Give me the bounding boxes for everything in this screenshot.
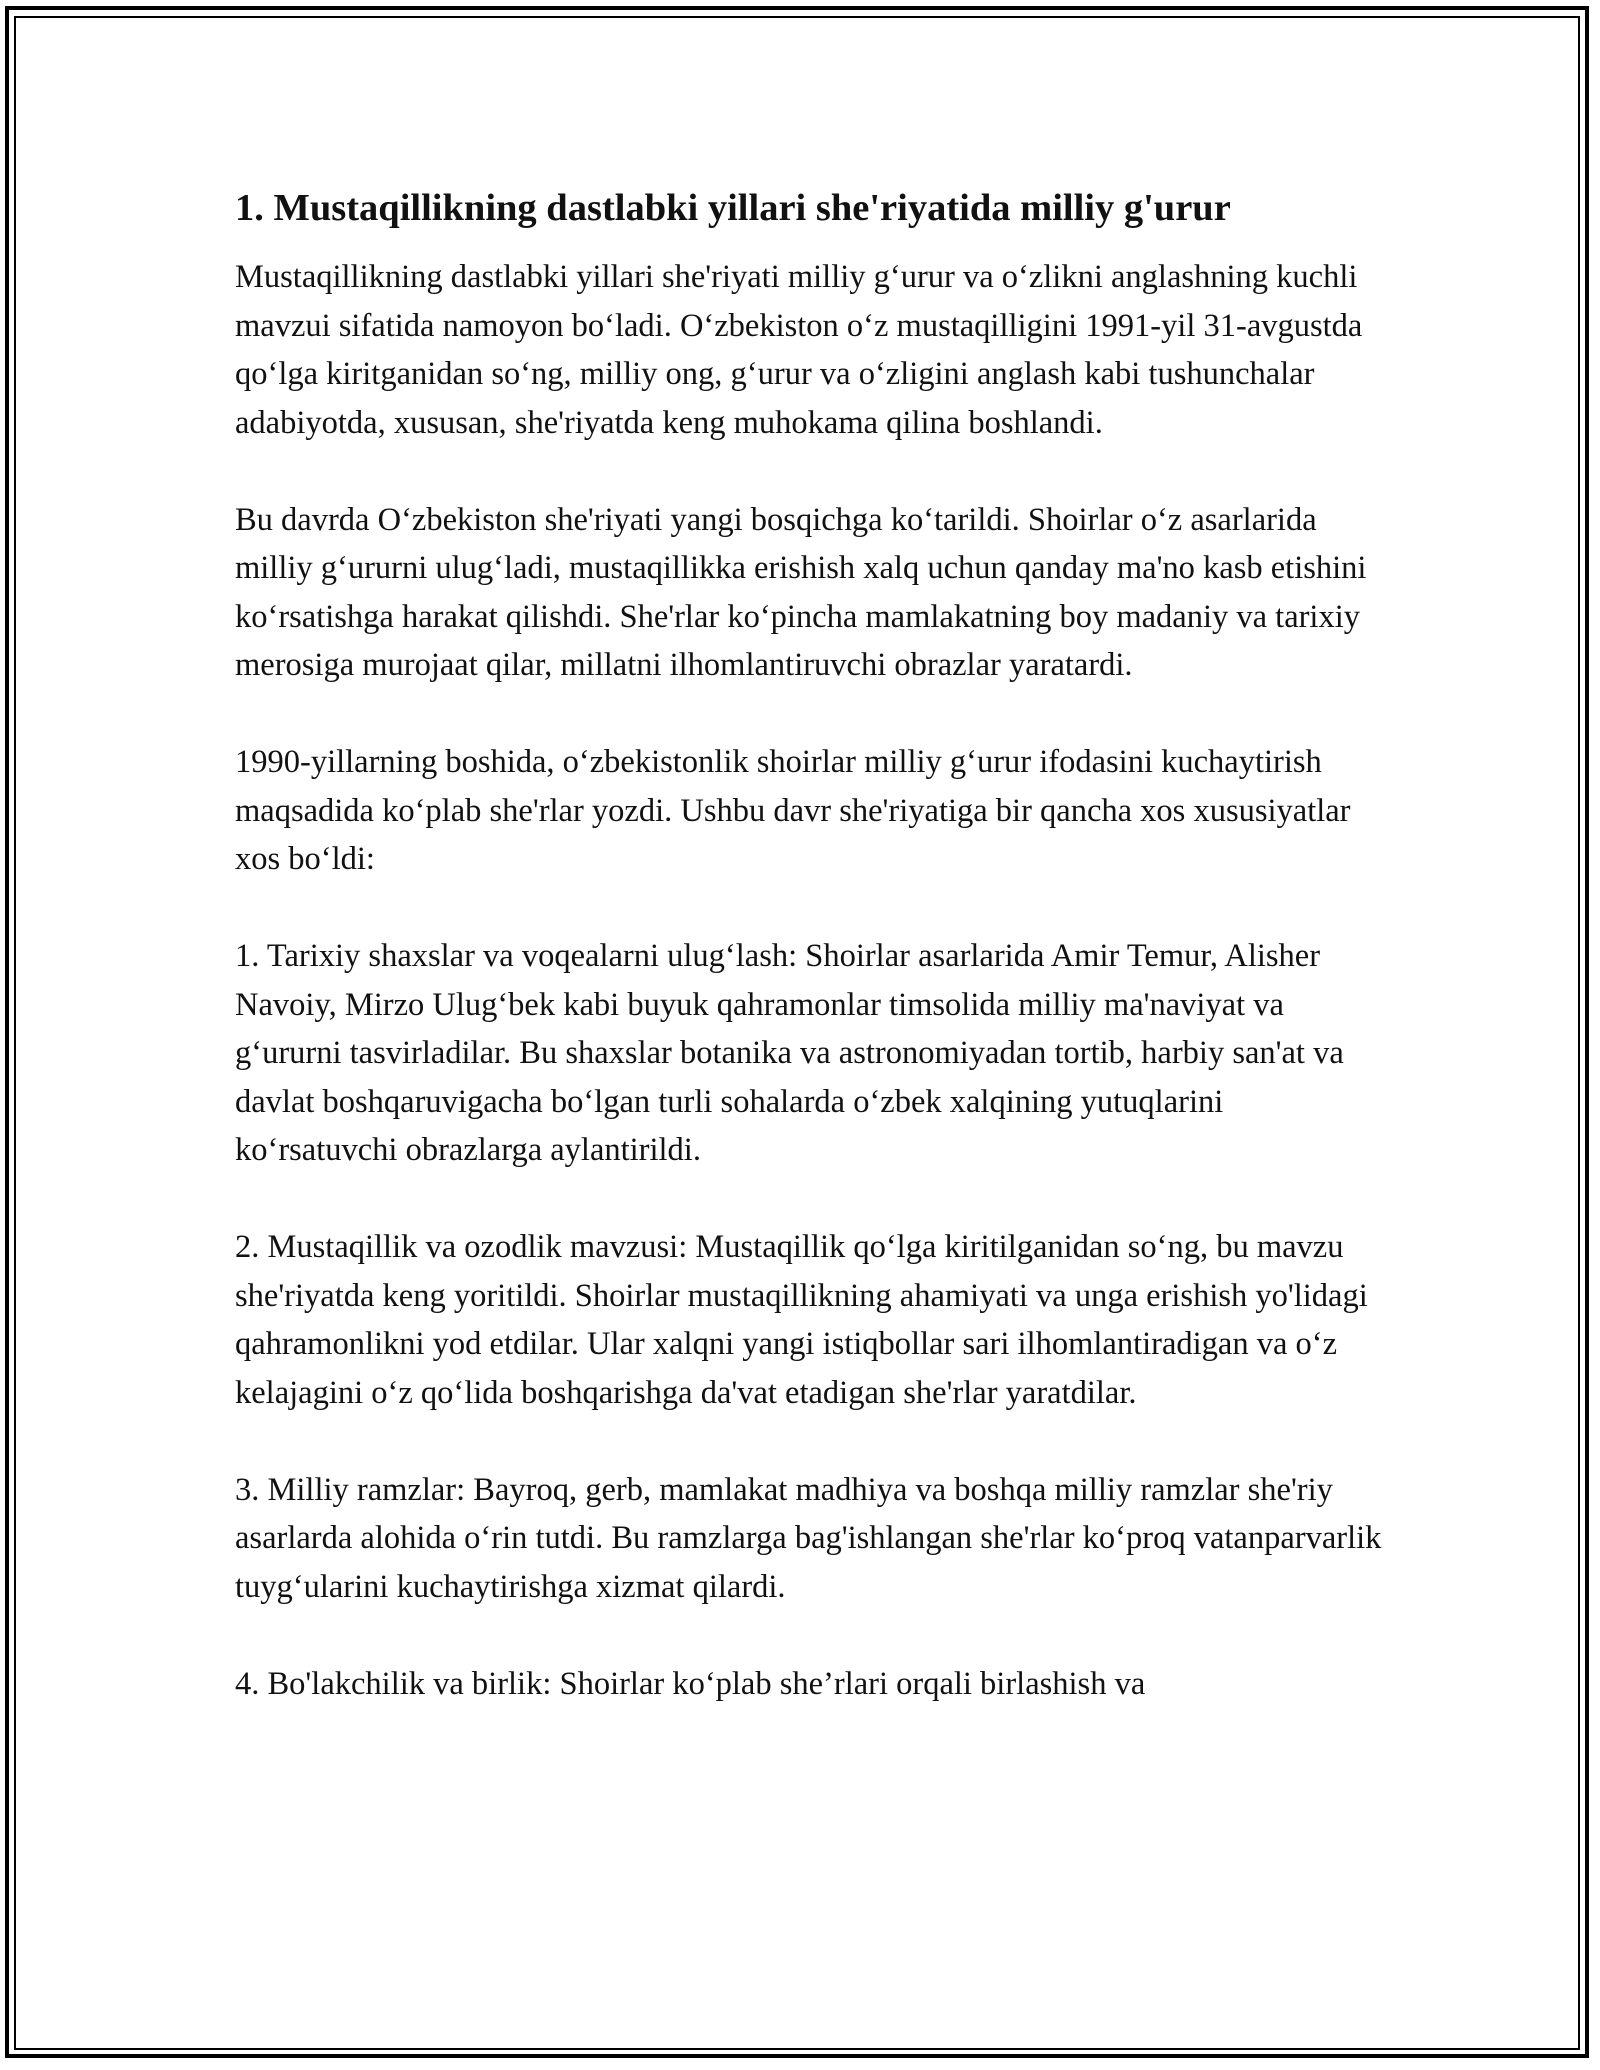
paragraph-1990s: 1990-yillarning boshida, o‘zbekistonlik shoirlar milliy g‘urur ifodasini kuchaytirish maqsadida ko‘plab she'rlar yozdi. Ushbu davr she'riyatiga bir qancha xos xususiyatlar xos bo‘ldi: bbox=[235, 744, 1351, 877]
paragraph-intro: Mustaqillikning dastlabki yillari she'riyati milliy g‘urur va o‘zlikni anglashning kuchli mavzui sifatida namoyon bo‘ladi. O‘zbekiston o‘z mustaqilligini 1991-yil 31-avgustda qo‘lga kiritganidan so‘ng, milliy ong, g‘urur va o‘zligini anglash kabi tushunchalar adabiyotda, xususan, she'riyatda keng muhokama qilina boshlandi. bbox=[235, 259, 1363, 441]
paragraph-new-stage: Bu davrda O‘zbekiston she'riyati yangi bosqichga ko‘tarildi. Shoirlar o‘z asarlarida milliy g‘ururni ulug‘ladi, mustaqillikka erishish xalq uchun qanday ma'no kasb etishini ko‘rsatishga harakat qilishdi. She'rlar ko‘pincha mamlakatning boy madaniy va tarixiy merosiga murojaat qilar, millatni ilhomlantiruvchi obrazlar yaratardi. bbox=[235, 501, 1367, 683]
list-item-national-symbols: 3. Milliy ramzlar: Bayroq, gerb, mamlakat madhiya va boshqa milliy ramzlar she'riy asarlarda alohida o‘rin tutdi. Bu ramzlarga bag'ishlangan she'rlar ko‘proq vatanparvarlik tuyg‘ularini kuchaytirishga xizmat qilardi. bbox=[235, 1471, 1382, 1605]
list-item-unity: 4. Bo'lakchilik va birlik: Shoirlar ko‘plab she’rlari orqali birlashish va bbox=[235, 1665, 1146, 1702]
document-body bbox=[235, 184, 1385, 1757]
list-item-historical-figures: 1. Tarixiy shaxslar va voqealarni ulug‘lash: Shoirlar asarlarida Amir Temur, Alisher Navoiy, Mirzo Ulug‘bek kabi buyuk qahramonlar timsolida milliy ma'naviyat va g‘ururni tasvirladilar. Bu shaxslar botanika va astronomiyadan tortib, harbiy san'at va davlat boshqaruvigacha bo‘lgan turli sohalarda o‘zbek xalqining yutuqlarini ko‘rsatuvchi obrazlarga aylantirildi. bbox=[235, 938, 1344, 1168]
list-item-independence-theme: 2. Mustaqillik va ozodlik mavzusi: Mustaqillik qo‘lga kiritilganidan so‘ng, bu mavzu she'riyatda keng yoritildi. Shoirlar mustaqillikning ahamiyati va unga erishish yo'lidagi qahramonlikni yod etdilar. Ular xalqni yangi istiqbollar sari ilhomlantiradigan va o‘z kelajagini o‘z qo‘lida boshqarishga da'vat etadigan she'rlar yaratdilar. bbox=[235, 1229, 1368, 1411]
section-title: 1. Mustaqillikning dastlabki yillari she'riyatida milliy g'urur bbox=[235, 187, 1231, 229]
